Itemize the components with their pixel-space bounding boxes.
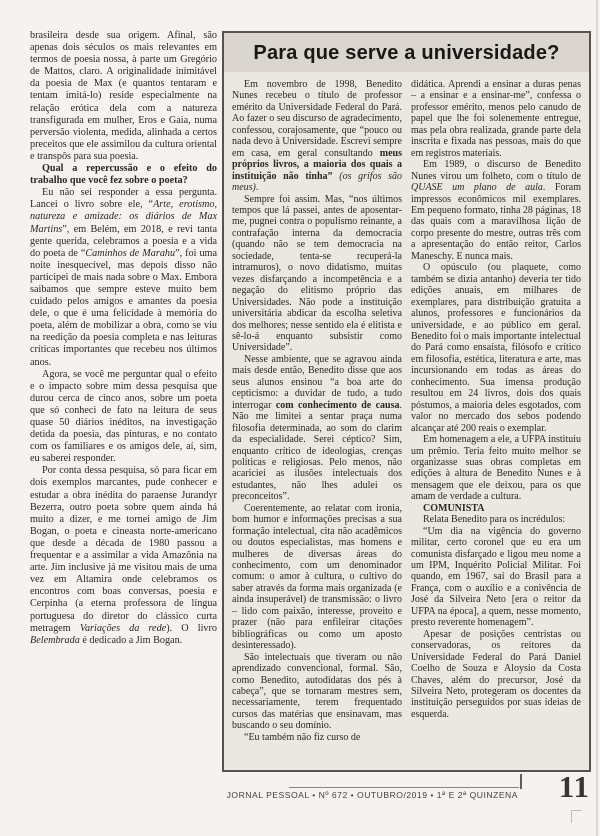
paragraph: Eu não sei responder a essa pergunta. Lancei o livro sobre ele, “Arte, erotismo, natureza e amizade: os diários de Max Martins”, em Belém, em 2018, e revi tanta gente querida, celebramos a poesia e a vida do poeta de “Caminhos de Marahu”, foi uma noite inesquecível, mas depois disso não participei de mais nada sobre o Max. Embora saibamos que sempre esteve muito bem cuidado pelos amigos e amantes da poesia dele, o que é uma felicidade à memória do poeta, além de mobilizar a obra, como se viu na reedição da poesia completa e nas leituras críticas importantes que recebeu nos últimos anos. <box>30 187 217 368</box>
paragraph: Sempre foi assim. Mas, “nos últimos tempos que lá passei, antes de aposentar-me, pugnei contra o populismo reinante, a contrafação interna da democracia (quando não se tem democracia na sociedade, tenta-se recuperá-la intramuros), o novo didatismo, muitas vezes disfarçando a incompetência e a negação do elitismo próprio das Universidades. Não pode a instituição universitária abdicar da escolha seletiva dos melhores; nesse sentido ela é elitista e sê-lo-á enquanto subsistir como Universidade”. <box>232 193 402 354</box>
paragraph: Apesar de posições centristas ou conservadoras, os reitores da Universidade Federal do Pará Daniel Coelho de Souza e Aloysio da Costa Chaves, além do precursor, José da Silveira Neto, protegeram os docentes da instituição perseguidos por suas ideias de esquerda. <box>411 628 581 720</box>
paragraph: Em 1989, o discurso de Benedito Nunes virou um folheto, com o título de QUASE um plano de aula. Foram impressos econômicos mil exemplares. Em pequeno formato, tinha 28 páginas, 18 das quais com a maravilhosa lição de corpo presente do mestre, outras três com a apresentação do então reitor, Carlos Maneschy. E nunca mais. <box>411 159 581 262</box>
footer-tick-mark <box>520 774 522 789</box>
paragraph: didática. Aprendi a ensinar a duras penas – a ensinar e a ensinar-me”, confessa o professor emérito, menos pelo canudo de papel que lhe foi solenemente entregue, mas pela obra realizada, grande parte dela inscrita e fixada nas pessoas, mais do que em registros materiais. <box>411 79 581 159</box>
article-columns <box>232 79 581 769</box>
footer-rule <box>289 787 519 788</box>
footer-journal-line: JORNAL PESSOAL • Nº 672 • OUTUBRO/2019 • 1ª E 2ª QUINZENA <box>226 790 518 800</box>
page-number: 11 <box>558 769 590 804</box>
paragraph: São intelectuais que tiveram ou não aprendizado convencional, formal. São, como Benedito, autodidatas dos pés à cabeça”, que se tornaram mestres sem, necessariamente, terem frequentado cursos das matérias que ensinavam, mas buscando o seu domínio. <box>232 651 402 732</box>
section-subhead: COMUNISTA <box>423 502 485 514</box>
paragraph: “Um dia na vigência do governo militar, certo coronel que eu era um comunista disfarçado e ligou meu nome a um IPM, Inquérito Policial Militar. Foi quando, em 1967, saí do Brasil para a França, com o auxílio e a conivência de José da Silveira Neto [era o reitor da UFPA na época], a quem, nesse momento, presto reverente homenagem”. <box>411 525 581 629</box>
left-column <box>30 30 217 752</box>
scan-edge-artifact <box>596 0 598 836</box>
paragraph: brasileira desde sua origem. Afinal, são apenas dois séculos os mais relevantes em termos de poesia nossa, à parte um Gregório de Mattos, claro. A originalidade inimitável da poesia de Max (e quantos tentaram e tentam imitá-lo) reside especialmente na relação erótica dela com a natureza transfigurada em mulher, Eros e Gaia, numa perversão violenta, medida, alinhada a certos preceitos que ele assimilou da cultura oriental e transpôs para sua poesia. <box>30 30 217 162</box>
scan-corner-artifact <box>571 810 582 823</box>
paragraph: Agora, se você me perguntar qual o efeito e o impacto sobre mim dessa pesquisa que durou cerca de cinco anos, sobre um poeta que só conheci de fato na leitura de seus quase 50 diários inéditos, na investigação detida da poesia, das pinturas, e no contato com os familiares e os amigos dele, aí, sim, eu saberei responder. <box>30 368 217 465</box>
article-column-right <box>411 79 581 769</box>
article-box <box>222 31 591 772</box>
paragraph: Coerentemente, ao relatar com ironia, bom humor e informações precisas a sua formação intelectual, cita não acadêmicos ou doutos especialistas, mas homens e mulheres de diversas áreas do conhecimento, com um denominador comum: o amor à cultura, o cultivo do saber através da forma mais organizada (e ainda insuperável) de transmissão: o livro – lido com paixão, interesse, proveito e prazer (não para enfileirar citações bibliográficas ou como um aposto desinteressado). <box>232 502 402 652</box>
interview-question: Qual a repercussão e o efeito do trabalho que você fez sobre o poeta? <box>30 163 217 187</box>
paragraph: Em homenagem a ele, a UFPA instituiu um prêmio. Teria feito muito melhor se organizasse suas obras completas em edições à altura de Benedito Nunes e à mensagem que ele deixou, para os que amam de verdade a cultura. <box>411 434 581 503</box>
paragraph: Relata Benedito para os incrédulos: <box>423 514 566 526</box>
paragraph: Nesse ambiente, que se agravou ainda mais desde então, Benedito disse que aos seus alunos ensinou “a boa arte do cepticismo: a duvidar de tudo, a tudo interrogar com conhecimento de causa. Não me limitei a sentar praça numa filosofia determinada, ao som do clarim da especialidade. Serei céptico? Sim, enquanto crítico de ideologias, crenças políticas e religiosas. Pelo menos, não acariciei as ilusões intelectuais dos estudantes, não lhes adulei os preconceitos”. <box>232 353 402 503</box>
paragraph: “Eu também não fiz curso de <box>244 731 361 743</box>
article-column-left <box>232 79 402 769</box>
paragraph: Em novembro de 1998, Benedito Nunes recebeu o título de professor emérito da Universidade Federal do Pará. Ao fazer o seu discurso de agradecimento, confessou, corajosamente, que “pouco ou nada devo à Universidade. Escrevi sempre em casa, em geral consultando meus próprios livros, a maioria dos quais a instituição não tinha” (os grifos são meus). <box>232 79 402 194</box>
article-title: Para que serve a universidade? <box>224 33 589 72</box>
paragraph: O opúsculo (ou plaquete, como também se dizia antanho) deveria ter tido edições anuais, em milhares de exemplares, para distribuição gratuita a alunos, professores e funcionários da universidade, e ao público em geral. Benedito foi o mais importante intelectual do Pará como ensaísta, filósofo e crítico em filosofia, estética, literatura e arte, mas incursionando em todas as áreas do conhecimento. Sua imensa produção resultou em 24 livros, dois dos quais póstumos, a maioria deles esgotados, com valor no mercado dos sebos podendo alcançar até 200 reais o exemplar. <box>411 262 581 434</box>
paragraph: Por conta dessa pesquisa, só para ficar em dois exemplos marcantes, pude conhecer e estudar a obra inédita do paraense Jurandyr Bezerra, outro poeta sobre quem ainda há muito a dizer, e me tornei amigo de Jim Bogan, o poeta e cineasta norte-americano que desde a década de 1980 passou a frequentar e a assimilar a vida Amazônia na arte. Jim inclusive já me visitou mais de uma vez em Altamira onde celebramos os encontros com boas conversas, poesia e Cerpinha (a eterna professora de língua portuguesa do diretor do clássico curta metragem Variações da rede). O livro Belembrada é dedicado a Jim Bogan. <box>30 465 217 646</box>
